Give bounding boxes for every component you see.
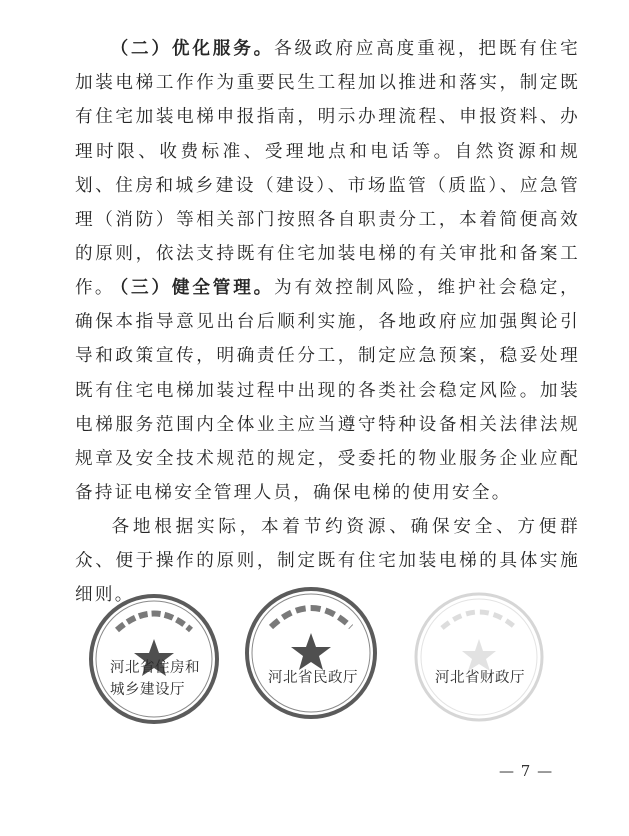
signature-finance-department: [435, 667, 525, 689]
signature-line: 河北省住房和: [110, 660, 200, 676]
seal-finance-department: [412, 590, 546, 724]
official-seal-icon: [412, 590, 546, 724]
signature-housing-department: [110, 657, 200, 701]
signature-line: 河北省财政厅: [435, 670, 525, 686]
signature-civil-affairs: [268, 667, 358, 689]
page-number: — 7 —: [499, 762, 554, 780]
paragraph-text: 各地根据实际，本着节约资源、确保安全、方便群众、便于操作的原则，制定既有住宅加装电梯的具体实施细则。: [75, 517, 580, 606]
seal-civil-affairs: [243, 585, 379, 721]
official-seal-icon: [243, 585, 379, 721]
paragraph-text: 为有效控制风险，维护社会稳定，确保本指导意见出台后顺利实施，各地政府应加强舆论引导和政策宣传，明确责任分工，制定应急预案，稳妥处理既有住宅电梯加装过程中出现的各类社会稳定风险。加装电梯服务范围内全体业主应当遵守特种设备相关法律法规规章及安全技术规范的规定，受委托的物业服务企业应配备持证电梯安全管理人员，确保电梯的使用安全。: [75, 278, 580, 504]
paragraph-optimize-service: [75, 32, 580, 306]
paragraph-text: 各级政府应高度重视，把既有住宅加装电梯工作作为重要民生工程加以推进和落实，制定既有住宅加装电梯申报指南，明示办理流程、申报资料、办理时限、收费标准、受理地点和电话等。自然资源和规划、住房和城乡建设（建设）、市场监管（质监）、应急管理（消防）等相关部门按照各自职责分工，本着简便高效的原则，依法支持既有住宅加装电梯的有关审批和备案工作。: [75, 39, 580, 299]
paragraph-lead: （三）健全管理。: [110, 277, 275, 298]
signature-line: 河北省民政厅: [268, 670, 358, 686]
signature-line: 城乡建设厅: [110, 682, 185, 698]
paragraph-improve-management: [75, 271, 580, 510]
paragraph-lead: （二）优化服务。: [110, 38, 275, 59]
